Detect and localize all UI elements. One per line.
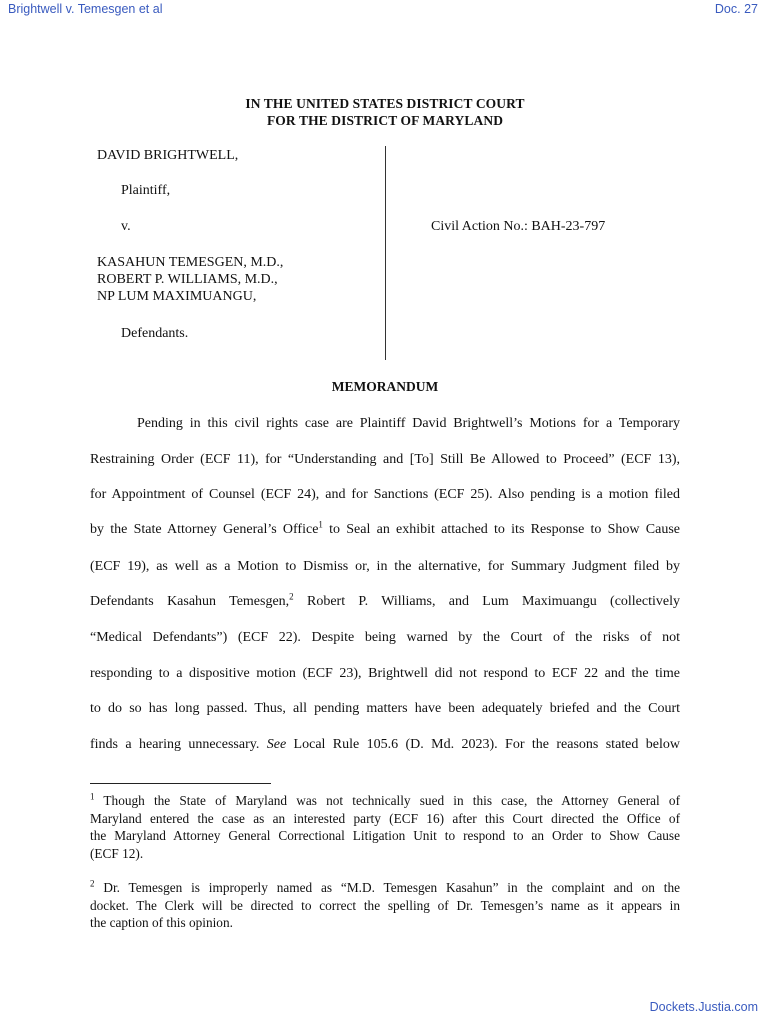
footnote-ref-2[interactable]: 2: [289, 591, 294, 602]
doc-number-link[interactable]: Doc. 27: [714, 2, 758, 16]
court-heading-line-1: IN THE UNITED STATES DISTRICT COURT: [245, 96, 525, 111]
footnote-2-line-3: the caption of this opinion.: [90, 915, 233, 930]
body-line-3: for Appointment of Counsel (ECF 24), and for Sanctions (ECF 25). Also pending is a motion filed: [90, 487, 680, 502]
civil-action-number: Civil Action No.: BAH-23-797: [431, 219, 606, 234]
footnote-1-line-2: Maryland entered the case as an interested party (ECF 16) after this Court directed the Office of: [90, 810, 680, 826]
body-line-10: [90, 737, 680, 753]
footnote-1-line-1: [90, 792, 680, 810]
body-line-4: [90, 519, 680, 538]
plaintiff-label: Plaintiff,: [121, 183, 171, 198]
footnote-2: [90, 879, 680, 932]
body-line-1: Pending in this civil rights case are Plaintiff David Brightwell’s Motions for a Temporary: [137, 416, 680, 431]
see-signal: See: [266, 737, 287, 752]
case-title-link[interactable]: Brightwell v. Temesgen et al: [8, 2, 163, 16]
court-heading: [0, 95, 770, 129]
body-line-4-a: by the State Attorney General’s Office: [90, 522, 319, 537]
footnote-2-text-1: Dr. Temesgen is improperly named as “M.D. Temesgen Kasahun” in the complaint and on the: [94, 880, 680, 895]
body-line-8: responding to a dispositive motion (ECF 23), Brightwell did not respond to ECF 22 and the time: [90, 666, 680, 681]
body-line-6-a: Defendants Kasahun Temesgen,: [90, 594, 290, 609]
footnote-2-line-1: [90, 879, 680, 897]
footnote-1-number: 1: [90, 791, 95, 802]
body-line-4-b: to Seal an exhibit attached to its Response to Show Cause: [322, 522, 680, 537]
body-line-9: to do so has long passed. Thus, all pending matters have been adequately briefed and the Court: [90, 701, 680, 716]
defendants-label: Defendants.: [121, 326, 189, 341]
defendant-2: ROBERT P. WILLIAMS, M.D.,: [97, 272, 278, 287]
body-line-2: Restraining Order (ECF 11), for “Understanding and [To] Still Be Allowed to Proceed” (ECF 13),: [90, 452, 680, 467]
footnote-1-line-3: the Maryland Attorney General Correctional Litigation Unit to respond to an Order to Show Cause: [90, 828, 680, 843]
caption-divider: [385, 146, 386, 360]
footnote-2-number: 2: [90, 878, 95, 889]
body-line-10-a: finds a hearing unnecessary.: [90, 737, 267, 752]
body-line-7: “Medical Defendants”) (ECF 22). Despite being warned by the Court of the risks of not: [90, 630, 680, 645]
footnote-1-line-4: (ECF 12).: [90, 845, 144, 861]
footnote-ref-1[interactable]: 1: [318, 519, 323, 530]
justia-source-link[interactable]: Dockets.Justia.com: [649, 1000, 758, 1014]
defendant-3: NP LUM MAXIMUANGU,: [97, 289, 257, 304]
footnote-1-text-1: Though the State of Maryland was not technically sued in this case, the Attorney General of: [94, 793, 680, 808]
body-line-5: (ECF 19), as well as a Motion to Dismiss or, in the alternative, for Summary Judgment filed by: [90, 559, 680, 574]
body-line-10-c: Local Rule 105.6 (D. Md. 2023). For the reasons stated below: [286, 737, 680, 752]
body-line-6: [90, 591, 680, 610]
versus-label: v.: [121, 219, 131, 234]
footnote-1: [90, 792, 680, 862]
memorandum-title: MEMORANDUM: [331, 379, 439, 394]
footnote-separator: [90, 783, 271, 784]
plaintiff-name: DAVID BRIGHTWELL,: [97, 148, 239, 163]
court-heading-line-2: FOR THE DISTRICT OF MARYLAND: [266, 113, 504, 128]
footnote-2-line-2: docket. The Clerk will be directed to correct the spelling of Dr. Temesgen’s name as it appears in: [90, 897, 680, 913]
defendant-1: KASAHUN TEMESGEN, M.D.,: [97, 255, 284, 270]
body-line-6-b: Robert P. Williams, and Lum Maximuangu (collectively: [293, 594, 680, 609]
